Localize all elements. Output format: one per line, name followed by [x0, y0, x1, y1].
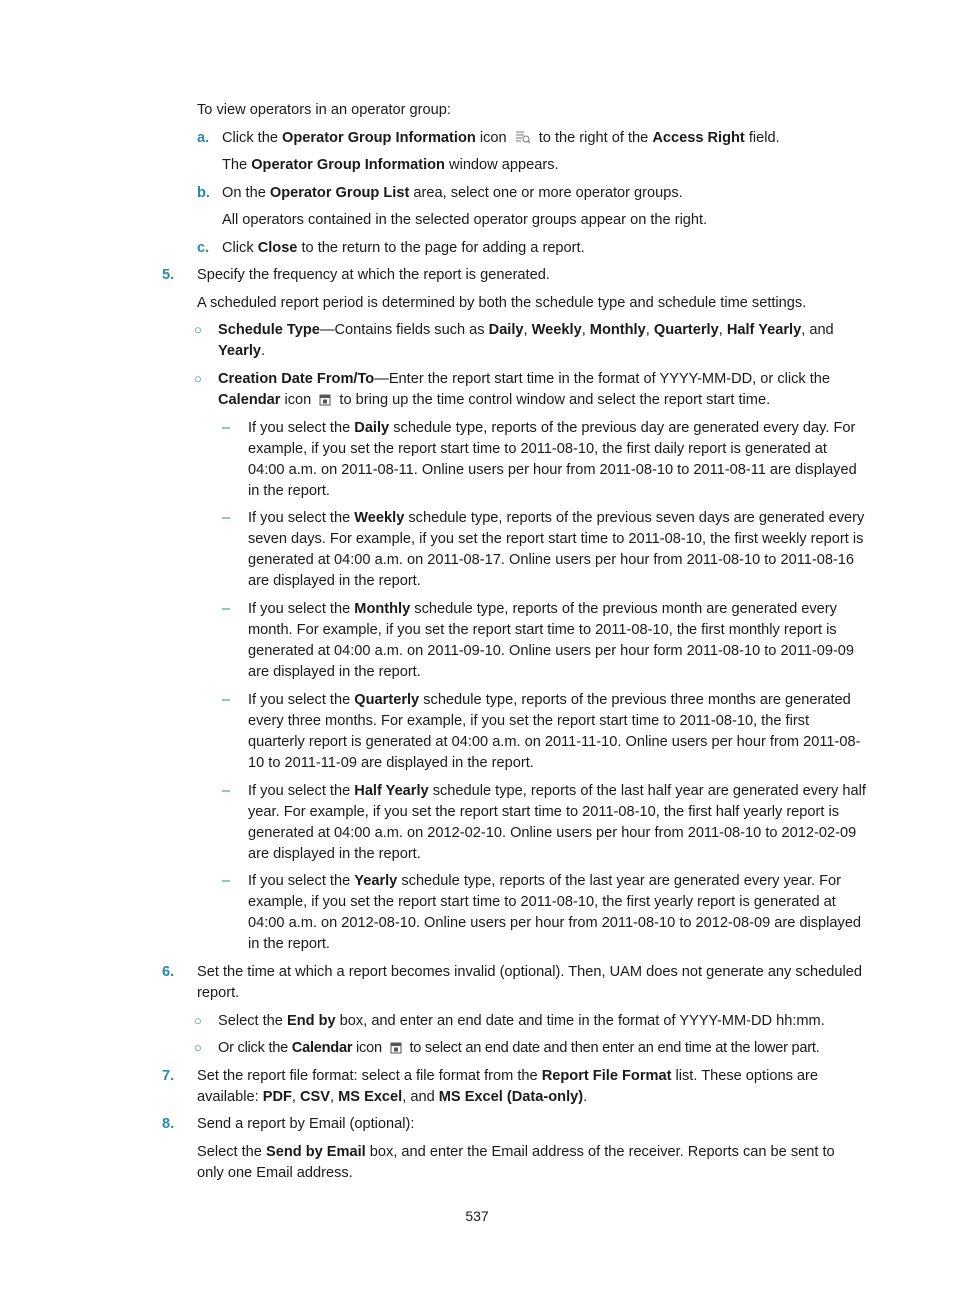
intro-text: To view operators in an operator group:: [197, 102, 451, 118]
bullet-dash: –: [222, 601, 231, 617]
schedule-yearly-item: If you select the Yearly schedule type, reports of the last year are generated every year. For example, if you set the report start time to 2011-08-10, the first yearly report is generated at 04:00 a.m. on 2012-08-10. Online users per hour from 2011-08-10 to 2012-08-09 are displayed in the report.: [248, 873, 862, 952]
step-6-text: Set the time at which a report becomes invalid (optional). Then, UAM does not generate any scheduled report.: [197, 964, 862, 1001]
step-b-result: All operators contained in the selected operator groups appear on the right.: [222, 212, 708, 228]
step-a-text: Click the Operator Group Information icon to the right of the Access Right field.: [222, 128, 780, 150]
step-8-paragraph: Select the Send by Email box, and enter the Email address of the receiver. Reports can be sent to only one Email address.: [197, 1144, 835, 1181]
bullet-circle: ○: [194, 322, 202, 337]
step-8-text: Send a report by Email (optional):: [197, 1116, 415, 1132]
step-a-result: The Operator Group Information window appears.: [222, 157, 559, 173]
step-8-marker: 8.: [162, 1116, 175, 1132]
calendar-icon[interactable]: [390, 1040, 402, 1060]
step-a-marker: a.: [197, 130, 210, 146]
bullet-dash: –: [222, 783, 231, 799]
schedule-weekly-item: If you select the Weekly schedule type, reports of the previous seven days are generated every seven days. For example, if you set the report start time to 2011-08-10, the first weekly report is generated at 04:00 a.m. on 2011-08-17. Online users per hour from 2011-08-10 to 2011-08-16 are displayed in the report.: [248, 510, 865, 589]
end-by-item: Select the End by box, and enter an end date and time in the format of YYYY-MM-DD hh:mm.: [218, 1013, 825, 1029]
bullet-dash: –: [222, 692, 231, 708]
schedule-daily-item: If you select the Daily schedule type, reports of the previous day are generated every day. For example, if you set the report start time to 2011-08-10, the first daily report is generated at 04:00 a.m. on 2011-08-11. Online users per hour from 2011-08-10 to 2011-08-11 are displayed in the report.: [248, 420, 857, 499]
schedule-quarterly-item: If you select the Quarterly schedule type, reports of the previous three months are generated every three months. For example, if you set the report start time to 2011-08-10, the first quarterly report is generated at 04:00 a.m. on 2011-11-10. Online users per hour from 2011-08-10 to 2011-11-09 are displayed in the report.: [248, 692, 861, 771]
step-7-marker: 7.: [162, 1068, 175, 1084]
step-5-text: Specify the frequency at which the report is generated.: [197, 267, 550, 283]
bullet-circle: ○: [194, 1040, 202, 1055]
step-c-marker: c.: [197, 240, 210, 256]
schedule-monthly-item: If you select the Monthly schedule type, reports of the previous month are generated every month. For example, if you set the report start time to 2011-08-10, the first monthly report is generated at 04:00 a.m. on 2011-09-10. Online users per hour form 2011-08-10 to 2011-09-09 are displayed in the report.: [248, 601, 855, 680]
step-b-text: On the Operator Group List area, select one or more operator groups.: [222, 185, 683, 201]
step-7-text: Set the report file format: select a file format from the Report File Format list. These options are available: PDF, CSV, MS Excel, and MS Excel (Data-only).: [197, 1068, 819, 1105]
page-number: 537: [465, 1208, 489, 1224]
bullet-dash: –: [222, 420, 231, 436]
schedule-half-yearly-item: If you select the Half Yearly schedule type, reports of the last half year are generated every half year. For example, if you set the report start time to 2011-08-10, the first half yearly report is generated at 04:00 a.m. on 2012-02-10. Online users per hour from 2011-08-10 to 2012-02-09 are displayed in the report.: [248, 783, 866, 862]
step-5-paragraph: A scheduled report period is determined by both the schedule type and schedule time settings.: [197, 295, 807, 311]
bullet-dash: –: [222, 873, 231, 889]
bullet-circle: ○: [194, 371, 202, 386]
calendar-icon[interactable]: [319, 392, 331, 413]
step-6-marker: 6.: [162, 964, 175, 980]
step-5-marker: 5.: [162, 267, 175, 283]
bullet-circle: ○: [194, 1013, 202, 1028]
schedule-type-item: Schedule Type—Contains fields such as Daily, Weekly, Monthly, Quarterly, Half Yearly, and Yearly.: [218, 322, 834, 359]
operator-group-information-icon[interactable]: [515, 130, 531, 150]
bullet-dash: –: [222, 510, 231, 526]
calendar-end-item: Or click the Calendar icon to select an end date and then enter an end time at the lower part.: [218, 1038, 819, 1060]
step-c-text: Click Close to the return to the page for adding a report.: [222, 240, 585, 256]
step-b-marker: b.: [197, 185, 210, 201]
creation-date-item: Creation Date From/To—Enter the report start time in the format of YYYY-MM-DD, or click the Calendar icon to bring up the time control window and select the report start time.: [218, 369, 866, 413]
